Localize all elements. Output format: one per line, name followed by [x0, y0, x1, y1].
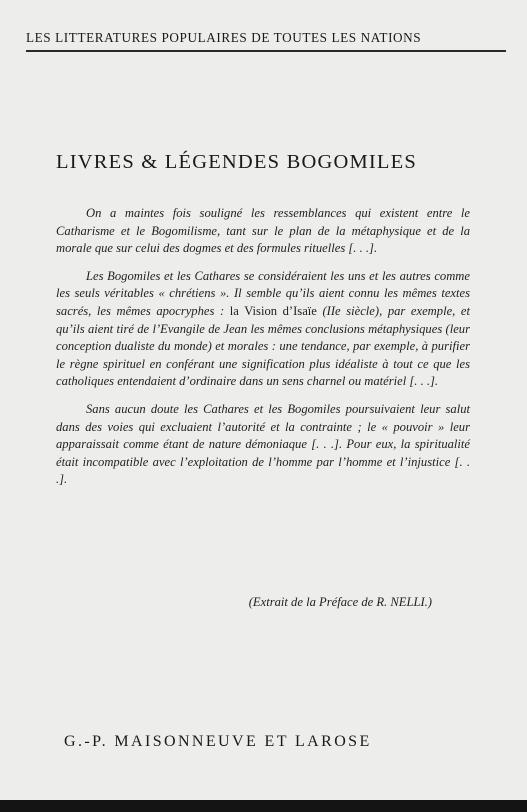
paragraph-1: On a maintes fois souligné les ressemblances qui existent entre le Catharisme et le Bogomilisme, tant sur le plan de la métaphysique et de la morale que sur celui des dogmes et des formules rituelles [. . .].: [56, 206, 470, 256]
paragraph-3: Sans aucun doute les Cathares et les Bogomiles poursuivaient leur salut dans des voies qui excluaient l’autorité et la contrainte ; le « pouvoir » leur apparaissait comme étant de nature démoniaque [. . .]. Pour eux, la spiritualité était incompatible avec l’exploitation de l’homme par l’homme et l’injustice [. . .].: [56, 401, 470, 487]
series-title: LES LITTERATURES POPULAIRES DE TOUTES LES NATIONS: [26, 30, 422, 45]
page-title: LIVRES & LÉGENDES BOGOMILES: [56, 151, 417, 173]
header-rule: [26, 50, 506, 52]
paragraph-2-part-2: (IIe siècle), par exemple, et qu’ils aient tiré de l’Evangile de Jean les mêmes conclusions métaphysiques (leur conception dualiste du monde) et morales : une tendance, par exemple, à purifier le règne spirituel en conférant une signification plus idéaliste à tout ce que les catholiques entendaient d’ordinaire dans un sens charnel ou matériel [. . .].: [56, 303, 470, 389]
paragraph-2: [56, 268, 470, 391]
preface-excerpt: [56, 205, 470, 499]
paragraph-2-part-1: Les Bogomiles et les Cathares se considéraient les uns et les autres comme les seuls véritables « chrétiens ». Il semble qu’ils aient connu les mêmes textes sacrés, les mêmes apocryphes :: [56, 268, 470, 318]
bottom-dark-band: [0, 800, 527, 812]
attribution: (Extrait de la Préface de R. NELLI.): [248, 595, 432, 609]
publisher-name: G.-P. MAISONNEUVE ET LAROSE: [64, 733, 372, 750]
paragraph-2-roman-title: la Vision d’Isaïe: [229, 303, 317, 318]
